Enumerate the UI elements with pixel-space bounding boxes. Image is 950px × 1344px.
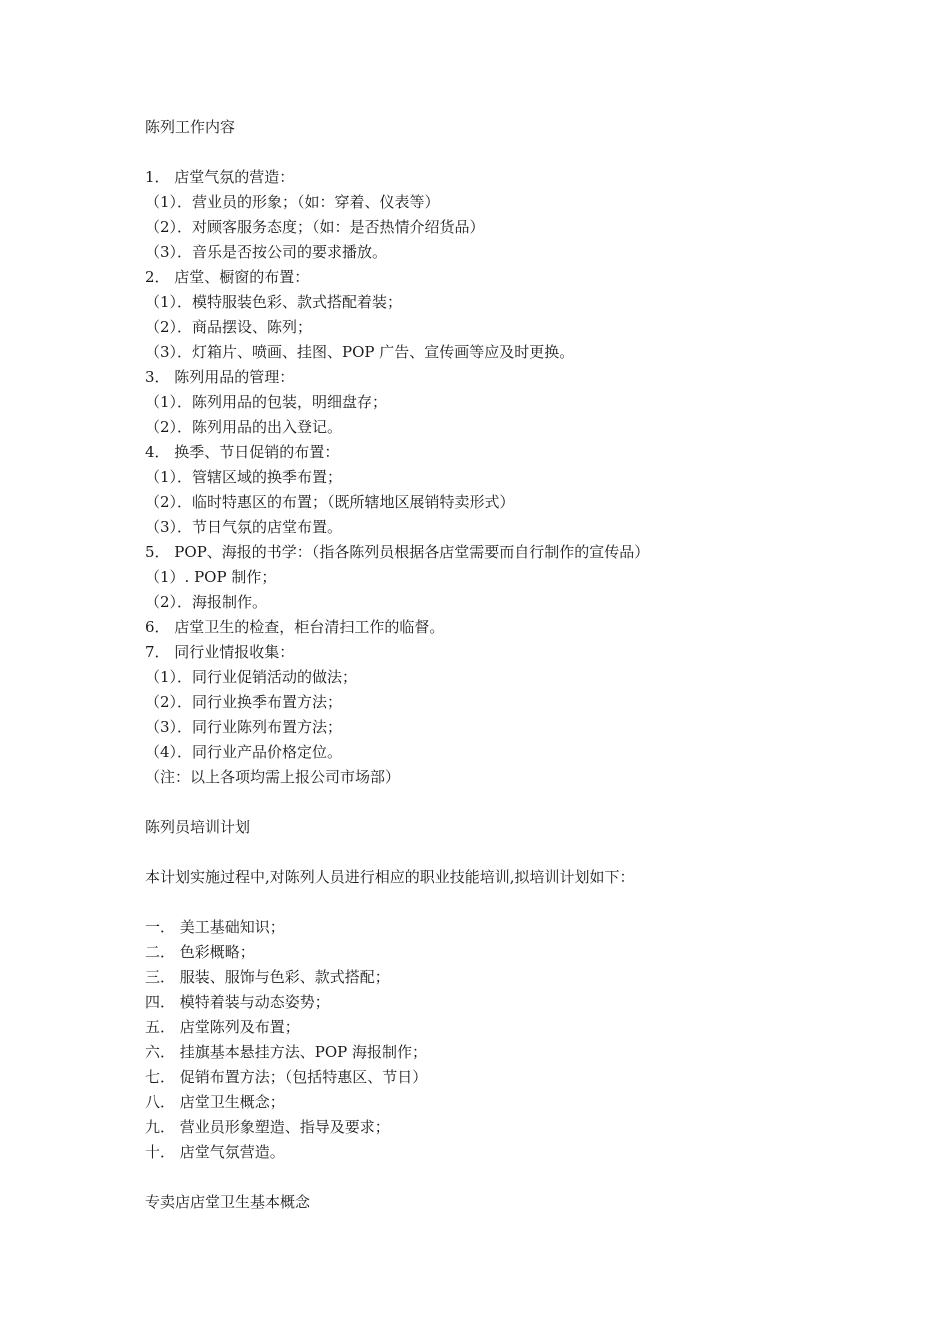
list-item: 四． 模特着装与动态姿势； (145, 993, 330, 1011)
list-item: 八． 店堂卫生概念； (145, 1093, 285, 1111)
list-item: 五． 店堂陈列及布置； (145, 1018, 300, 1036)
spacer (145, 140, 845, 165)
training-list (145, 915, 845, 1165)
spacer (145, 1165, 845, 1190)
list-item: 6． 店堂卫生的检查，柜台清扫工作的临督。 (145, 618, 445, 636)
list-item: （3）．音乐是否按公司的要求播放。 (145, 243, 388, 261)
list-item: （1）. POP 制作； (145, 568, 277, 586)
list-item: （1）．管辖区域的换季布置； (145, 468, 343, 486)
list-item: （2）．商品摆设、陈列； (145, 318, 313, 336)
list-item: （2）．陈列用品的出入登记。 (145, 418, 343, 436)
list-item: 2． 店堂、橱窗的布置： (145, 268, 310, 286)
list-item: （4）．同行业产品价格定位。 (145, 743, 343, 761)
section-title-hygiene: 专卖店店堂卫生基本概念 (145, 1193, 311, 1211)
list-item: （2）．临时特惠区的布置；（既所辖地区展销特卖形式） (145, 493, 515, 511)
list-item: （1）．同行业促销活动的做法； (145, 668, 358, 686)
list-item: 二． 色彩概略； (145, 943, 255, 961)
list-item: 4． 换季、节日促销的布置： (145, 443, 340, 461)
list-item: 十． 店堂气氛营造。 (145, 1143, 285, 1161)
list-item: 七． 促销布置方法；（包括特惠区、节日） (145, 1068, 428, 1086)
list-item: 3． 陈列用品的管理： (145, 368, 295, 386)
list-item: （3）．节日气氛的店堂布置。 (145, 518, 343, 536)
list-item: （2）．海报制作。 (145, 593, 268, 611)
list-item: （3）．同行业陈列布置方法； (145, 718, 343, 736)
spacer (145, 790, 845, 815)
list-item: （2）．同行业换季布置方法； (145, 693, 343, 711)
section-title-display-work: 陈列工作内容 (145, 118, 236, 136)
note: （注：以上各项均需上报公司市场部） (145, 768, 401, 786)
list-item: 三． 服装、服饰与色彩、款式搭配； (145, 968, 390, 986)
list-item: （2）．对顾客服务态度；（如：是否热情介绍货品） (145, 218, 485, 236)
list-item: （1）．陈列用品的包装，明细盘存； (145, 393, 388, 411)
list-item: 7． 同行业情报收集： (145, 643, 295, 661)
spacer (145, 890, 845, 915)
list-item: 5． POP、海报的书学：（指各陈列员根据各店堂需要而自行制作的宣传品） (145, 543, 650, 561)
list-item: （3）．灯箱片、喷画、挂图、POP 广告、宣传画等应及时更换。 (145, 343, 575, 361)
training-intro: 本计划实施过程中,对陈列人员进行相应的职业技能培训,拟培训计划如下： (145, 868, 635, 886)
spacer (145, 840, 845, 865)
section-title-training-plan: 陈列员培训计划 (145, 818, 251, 836)
list-item: 1． 店堂气氛的营造： (145, 168, 295, 186)
display-work-list (145, 165, 845, 790)
document-page (145, 115, 845, 1215)
list-item: 一． 美工基础知识； (145, 918, 285, 936)
list-item: 六． 挂旗基本悬挂方法、POP 海报制作； (145, 1043, 428, 1061)
list-item: （1）．模特服装色彩、款式搭配着装； (145, 293, 403, 311)
list-item: 九． 营业员形象塑造、指导及要求； (145, 1118, 390, 1136)
list-item: （1）．营业员的形象；（如：穿着、仪表等） (145, 193, 440, 211)
